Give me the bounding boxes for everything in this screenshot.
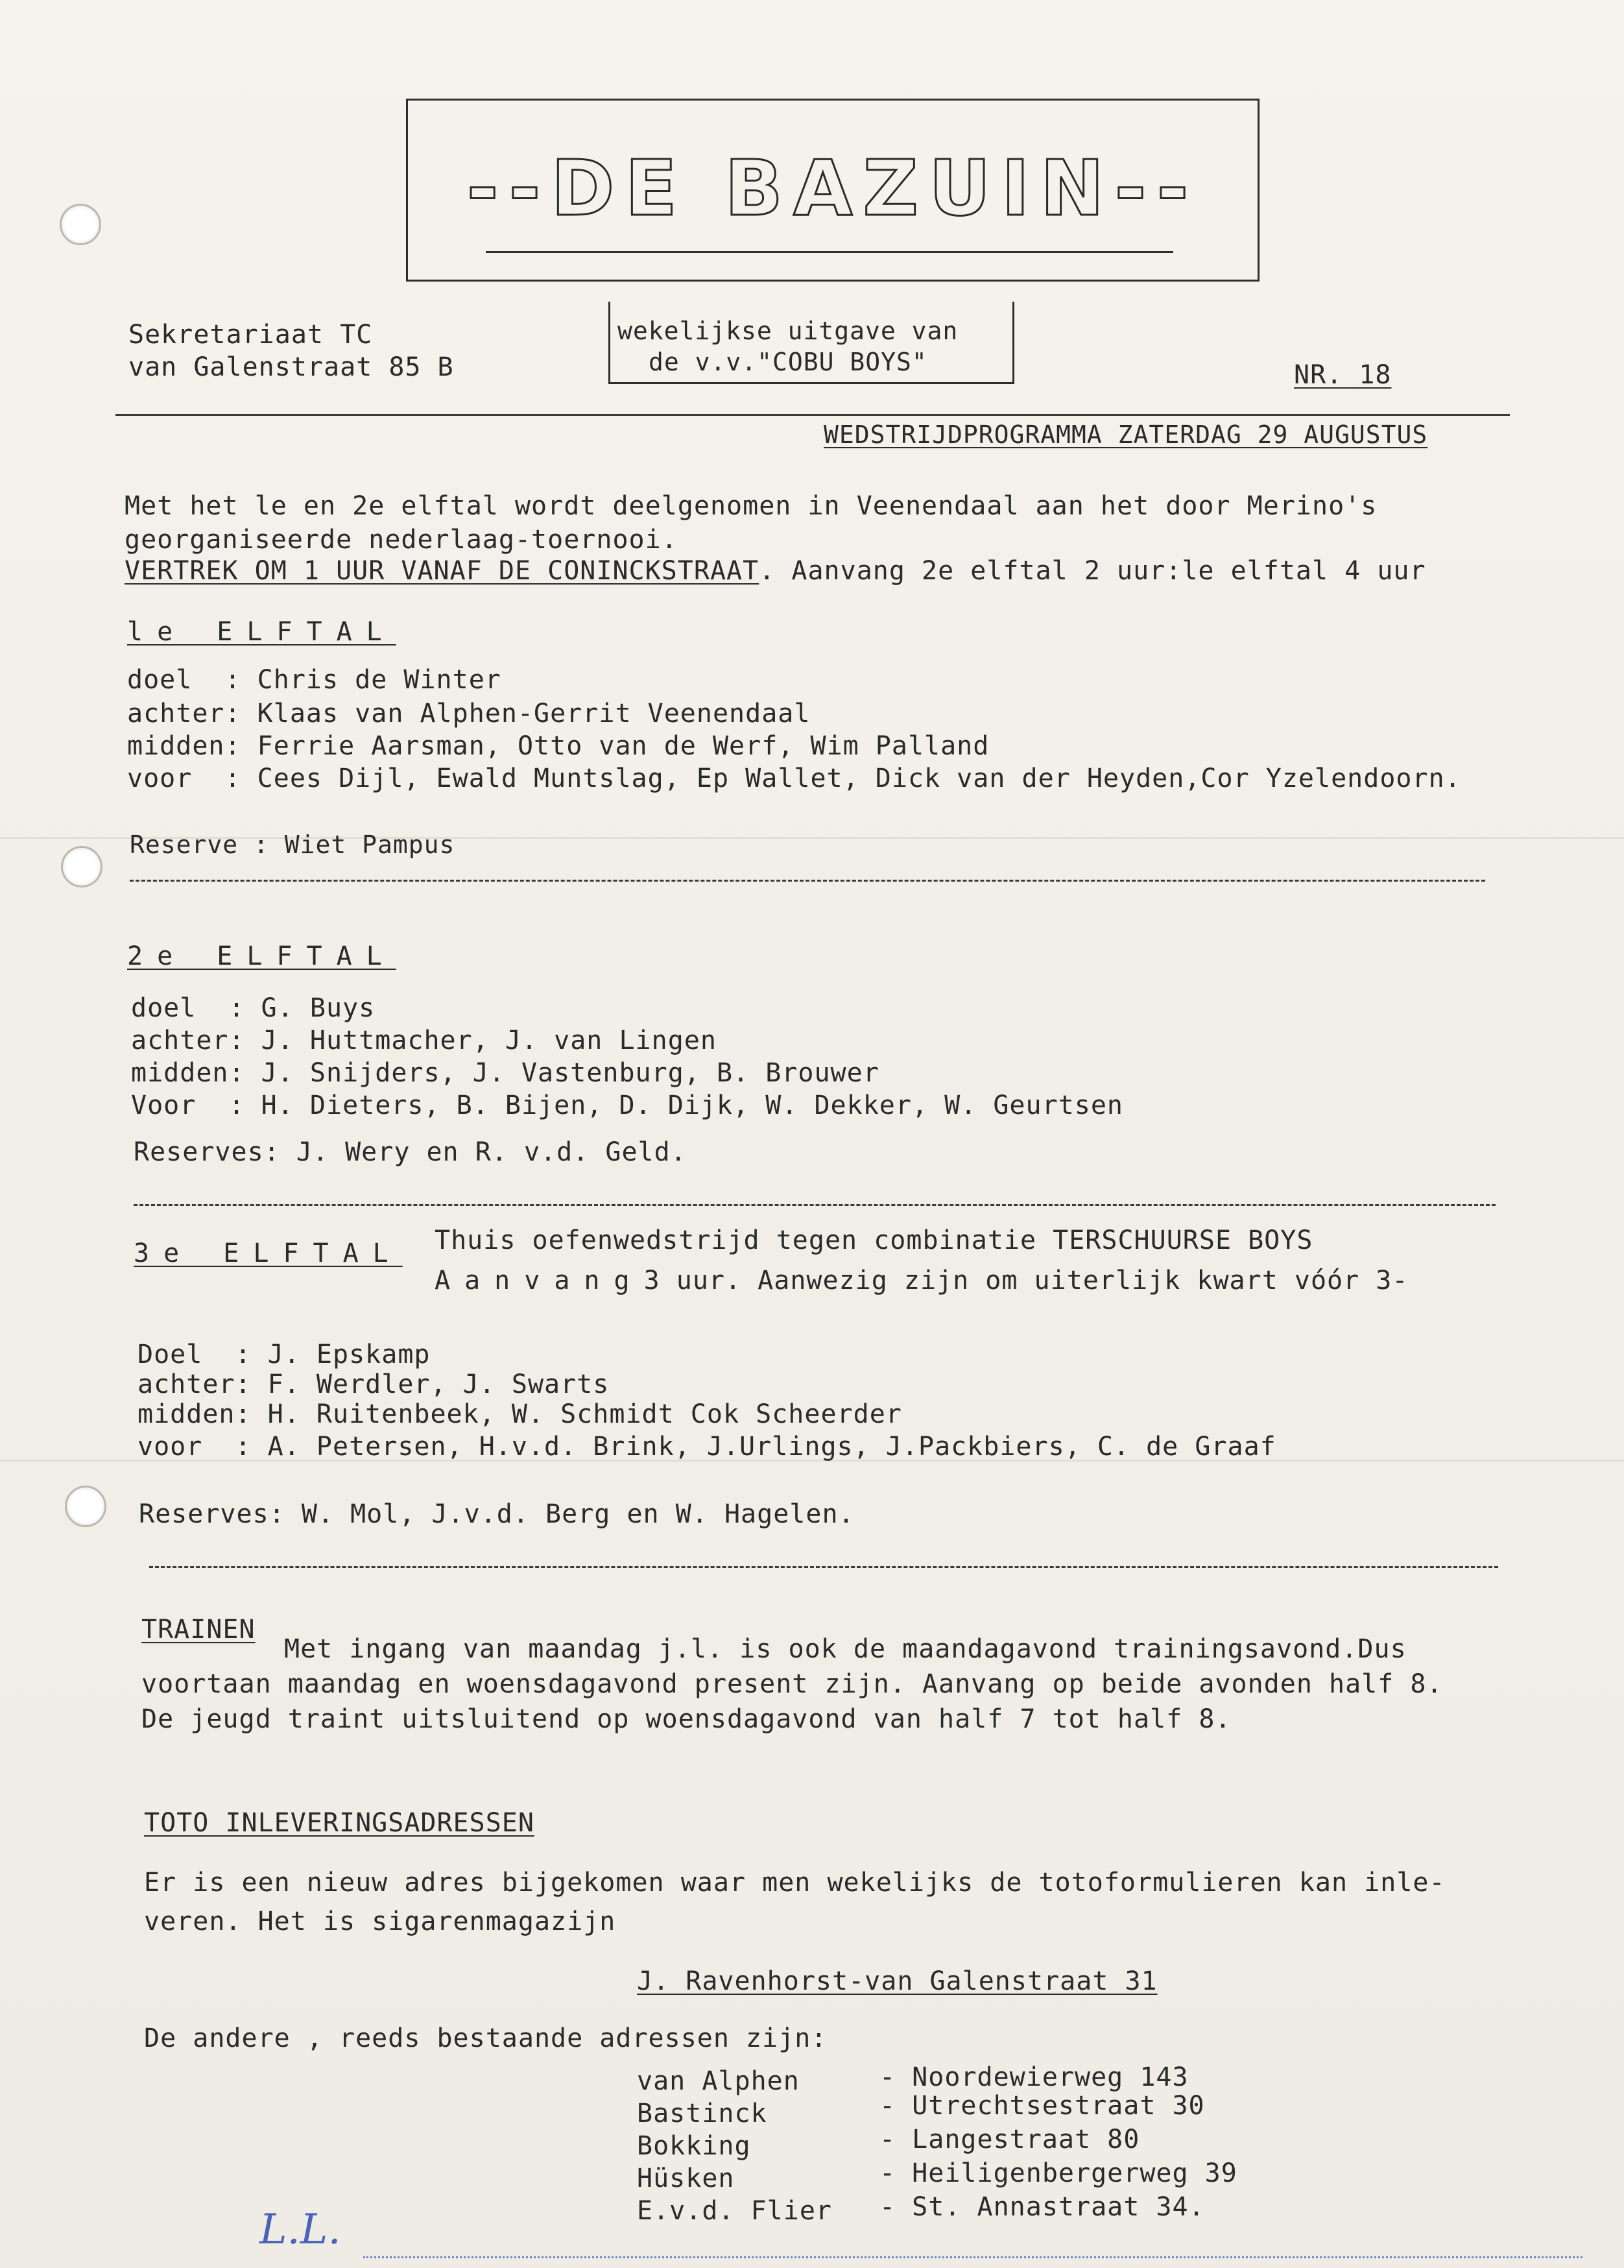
address-name: Bastinck	[637, 2099, 767, 2129]
program-intro-line-2: georganiseerde nederlaag-toernooi.	[125, 525, 678, 555]
team3-heading: 3e ELFTAL	[134, 1238, 403, 1268]
training-line-3: De jeugd traint uitsluitend op woensdagavond van half 7 tot half 8.	[141, 1704, 1232, 1734]
team3-row: Doel : J. Epskamp	[137, 1340, 431, 1369]
publication-line-2: de v.v."COBU BOYS"	[649, 348, 927, 376]
team2-row: midden: J. Snijders, J. Vastenburg, B. Brouwer	[131, 1058, 879, 1088]
toto-others-intro: De andere , reeds bestaande adressen zijn:	[144, 2023, 828, 2053]
address-name: Hüsken	[637, 2164, 735, 2193]
dashed-separator	[134, 1204, 1496, 1206]
team3-row: voor : A. Petersen, H.v.d. Brink, J.Urlings, J.Packbiers, C. de Graaf	[137, 1432, 1276, 1462]
team3-row: midden: H. Ruitenbeek, W. Schmidt Cok Scheerder	[137, 1399, 902, 1429]
team2-reserve: Reserves: J. Wery en R. v.d. Geld.	[134, 1137, 687, 1167]
punch-hole-icon	[61, 846, 102, 887]
address-street: - Langestraat 80	[879, 2125, 1140, 2154]
toto-heading: TOTO INLEVERINGSADRESSEN	[144, 1808, 534, 1838]
program-heading: WEDSTRIJDPROGRAMMA ZATERDAG 29 AUGUSTUS	[824, 420, 1428, 449]
team3-start-rest: 3 uur. Aanwezig zijn om uiterlijk kwart vóór 3-	[643, 1266, 1409, 1296]
address-street: - St. Annastraat 34.	[879, 2192, 1205, 2222]
toto-new-address: J. Ravenhorst-van Galenstraat 31	[637, 1966, 1158, 1996]
handwritten-scribble	[363, 2256, 1582, 2258]
issue-number: NR. 18	[1294, 360, 1392, 390]
team2-row: Voor : H. Dieters, B. Bijen, D. Dijk, W. Dekker, W. Geurtsen	[131, 1091, 1124, 1120]
team3-start-label: Aanvang	[435, 1266, 644, 1296]
title-underline	[486, 251, 1173, 253]
address-name: E.v.d. Flier	[637, 2196, 832, 2226]
program-departure-line	[125, 555, 1426, 586]
training-line-1: Met ingang van maandag j.l. is ook de maandagavond trainingsavond.Dus	[284, 1634, 1407, 1664]
punch-hole-icon	[60, 204, 101, 245]
team1-row: voor : Cees Dijl, Ewald Muntslag, Ep Wallet, Dick van der Heyden,Cor Yzelendoorn.	[127, 764, 1461, 793]
secretariat-line-1: Sekretariaat TC	[128, 320, 373, 350]
address-street: - Utrechtsestraat 30	[879, 2091, 1205, 2121]
training-line-2: voortaan maandag en woensdagavond present zijn. Aanvang op beide avonden half 8.	[141, 1669, 1443, 1699]
team1-reserve: Reserve : Wiet Pampus	[130, 830, 455, 859]
team1-row: achter: Klaas van Alphen-Gerrit Veenendaal	[127, 699, 811, 729]
team3-note-line-1: Thuis oefenwedstrijd tegen combinatie TERSCHUURSE BOYS	[435, 1225, 1313, 1255]
handwritten-note: L.L.	[259, 2206, 341, 2254]
address-name: van Alphen	[637, 2066, 800, 2096]
secretariat-line-2: van Galenstraat 85 B	[128, 352, 454, 382]
program-intro-line-1: Met het le en 2e elftal wordt deelgenomen in Veenendaal aan het door Merino's	[125, 491, 1378, 521]
team3-reserve: Reserves: W. Mol, J.v.d. Berg en W. Hagelen.	[139, 1499, 855, 1529]
punch-hole-icon	[65, 1486, 106, 1527]
dashed-separator	[149, 1566, 1498, 1568]
training-heading: TRAINEN	[141, 1615, 256, 1645]
team1-row: midden: Ferrie Aarsman, Otto van de Werf, Wim Palland	[127, 731, 990, 761]
team1-row: doel : Chris de Winter	[127, 665, 501, 695]
toto-line-1: Er is een nieuw adres bijgekomen waar men wekelijks de totoformulieren kan inle-	[144, 1868, 1446, 1898]
start-times: . Aanvang 2e elftal 2 uur:le elftal 4 uur	[759, 556, 1426, 586]
team2-row: achter: J. Huttmacher, J. van Lingen	[131, 1026, 717, 1056]
address-street: - Heiligenbergerweg 39	[879, 2158, 1237, 2188]
masthead-box	[406, 99, 1260, 282]
toto-line-2: veren. Het is sigarenmagazijn	[144, 1907, 616, 1936]
team2-row: doel : G. Buys	[131, 993, 376, 1023]
team3-row: achter: F. Werdler, J. Swarts	[137, 1369, 610, 1399]
dashed-separator	[130, 880, 1485, 882]
departure-time: VERTREK OM 1 UUR VANAF DE CONINCKSTRAAT	[125, 556, 759, 586]
newsletter-title: --DE BAZUIN--	[466, 143, 1199, 233]
publication-line-1: wekelijkse uitgave van	[617, 317, 959, 345]
team2-heading: 2e ELFTAL	[127, 941, 396, 971]
team1-heading: le ELFTAL	[127, 617, 396, 647]
address-name: Bokking	[637, 2131, 751, 2161]
address-street: - Noordewierweg 143	[879, 2062, 1189, 2092]
team3-note-line-2	[435, 1265, 1408, 1296]
header-rule	[115, 414, 1510, 416]
